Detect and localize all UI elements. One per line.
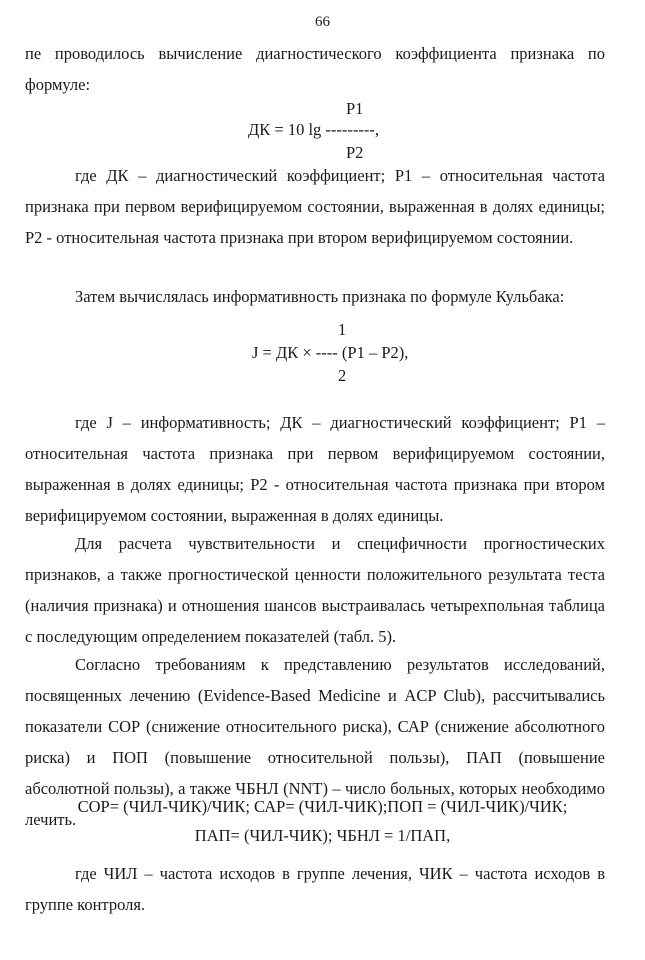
paragraph-intro: пе проводилось вычисление диагностического коэффициента признака по формуле: [25,44,605,94]
paragraph-sensitivity: Для расчета чувствительности и специфичности прогностических признаков, а также прогностической ценности положительного результата теста (наличия признака) и отношения шансов выстраивалась четырехпольная таблица с последующим определением показателей (табл. 5). [25,534,605,646]
page-number: 66 [315,14,330,30]
formula-risk-line2: ПАП= (ЧИЛ-ЧИК); ЧБНЛ = 1/ПАП, [194,826,451,845]
formula1-denominator: P2 [346,143,364,162]
formula1-numerator: P1 [346,99,364,118]
paragraph-chil-chik: где ЧИЛ – частота исходов в группе лечения, ЧИК – частота исходов в группе контроля. [25,864,605,914]
paragraph-j-definition: где J – информативность; ДК – диагностический коэффициент; P1 – относительная частота признака при первом верифицируемом состоянии, выраженная в долях единицы; P2 - относительная частота признака при втором верифицируемом состоянии, выраженная в долях единицы. [25,413,605,525]
formula2-denominator: 2 [338,366,347,385]
formula-risk-line1: СОР= (ЧИЛ-ЧИК)/ЧИК; САР= (ЧИЛ-ЧИК);ПОП = (ЧИЛ-ЧИК)/ЧИК; [77,797,568,816]
formula1-expression: ДК = 10 lg ---------, [248,120,379,139]
formula2-numerator: 1 [338,320,347,339]
formula2-expression: J = ДК × ---- (P1 – P2), [252,343,409,362]
paragraph-ebm: Согласно требованиям к представлению результатов исследований, посвященных лечению (Evidence-Based Medicine и ACP Club), рассчитывались показатели СОР (снижение относительного риска), САР (снижение абсолютного риска) и ПОП (повышение относительной пользы), ПАП (повышение абсолютной пользы), а также ЧБНЛ (NNT) – число больных, которых необходимо лечить. [25,655,605,829]
paragraph-dk-definition: где ДК – диагностический коэффициент; P1 – относительная частота признака при первом верифицируемом состоянии, выраженная в долях единицы; P2 - относительная частота признака при втором верифицируемом состоянии. [25,166,605,247]
paragraph-kullback: Затем вычислялась информативность признака по формуле Кульбака: [75,287,565,306]
